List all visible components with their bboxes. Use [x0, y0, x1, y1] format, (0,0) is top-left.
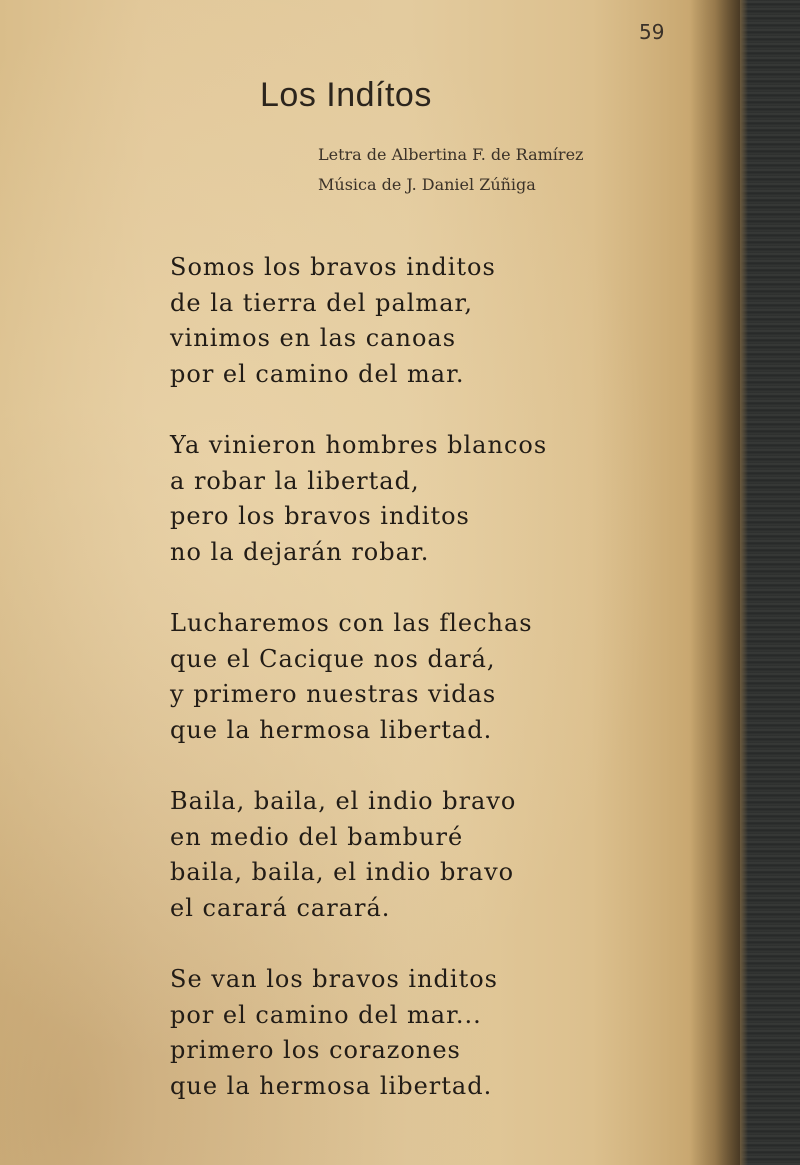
poem-line: Se van los bravos inditos: [170, 965, 498, 993]
poem-body: [170, 250, 670, 1140]
page-gutter-shadow: [690, 0, 740, 1165]
poem-line: y primero nuestras vidas: [170, 680, 497, 708]
poem-line: Ya vinieron hombres blancos: [170, 431, 548, 459]
poem-line: Baila, baila, el indio bravo: [170, 787, 517, 815]
poem-line: a robar la libertad,: [170, 466, 420, 495]
poem-line: baila, baila, el indio bravo: [170, 858, 515, 886]
stanza-1: [170, 250, 670, 392]
poem-line: que el Cacique nos dará,: [170, 644, 496, 673]
stanza-5: [170, 962, 670, 1104]
poem-line: en medio del bamburé: [170, 822, 464, 851]
music-credit: Música de J. Daniel Zúñiga: [318, 175, 536, 194]
poem-line: que la hermosa libertad.: [170, 1071, 493, 1100]
poem-line: Lucharemos con las flechas: [170, 609, 533, 637]
poem-line: el carará carará.: [170, 893, 391, 922]
poem-line: Somos los bravos inditos: [170, 253, 496, 281]
poem-line: que la hermosa libertad.: [170, 715, 493, 744]
poem-line: pero los bravos inditos: [170, 502, 470, 530]
stanza-4: [170, 784, 670, 926]
book-spine: [740, 0, 800, 1165]
stanza-3: [170, 606, 670, 748]
poem-line: por el camino del mar.: [170, 359, 465, 388]
page-number: 59: [639, 20, 665, 44]
song-title: Los Indítos: [260, 76, 432, 114]
poem-line: primero los corazones: [170, 1036, 461, 1064]
song-credits: [318, 140, 583, 200]
lyrics-credit: Letra de Albertina F. de Ramírez: [318, 145, 584, 164]
poem-line: por el camino del mar...: [170, 1000, 482, 1029]
poem-line: de la tierra del palmar,: [170, 288, 473, 317]
poem-line: vinimos en las canoas: [170, 324, 457, 352]
stanza-2: [170, 428, 670, 570]
poem-line: no la dejarán robar.: [170, 537, 430, 566]
